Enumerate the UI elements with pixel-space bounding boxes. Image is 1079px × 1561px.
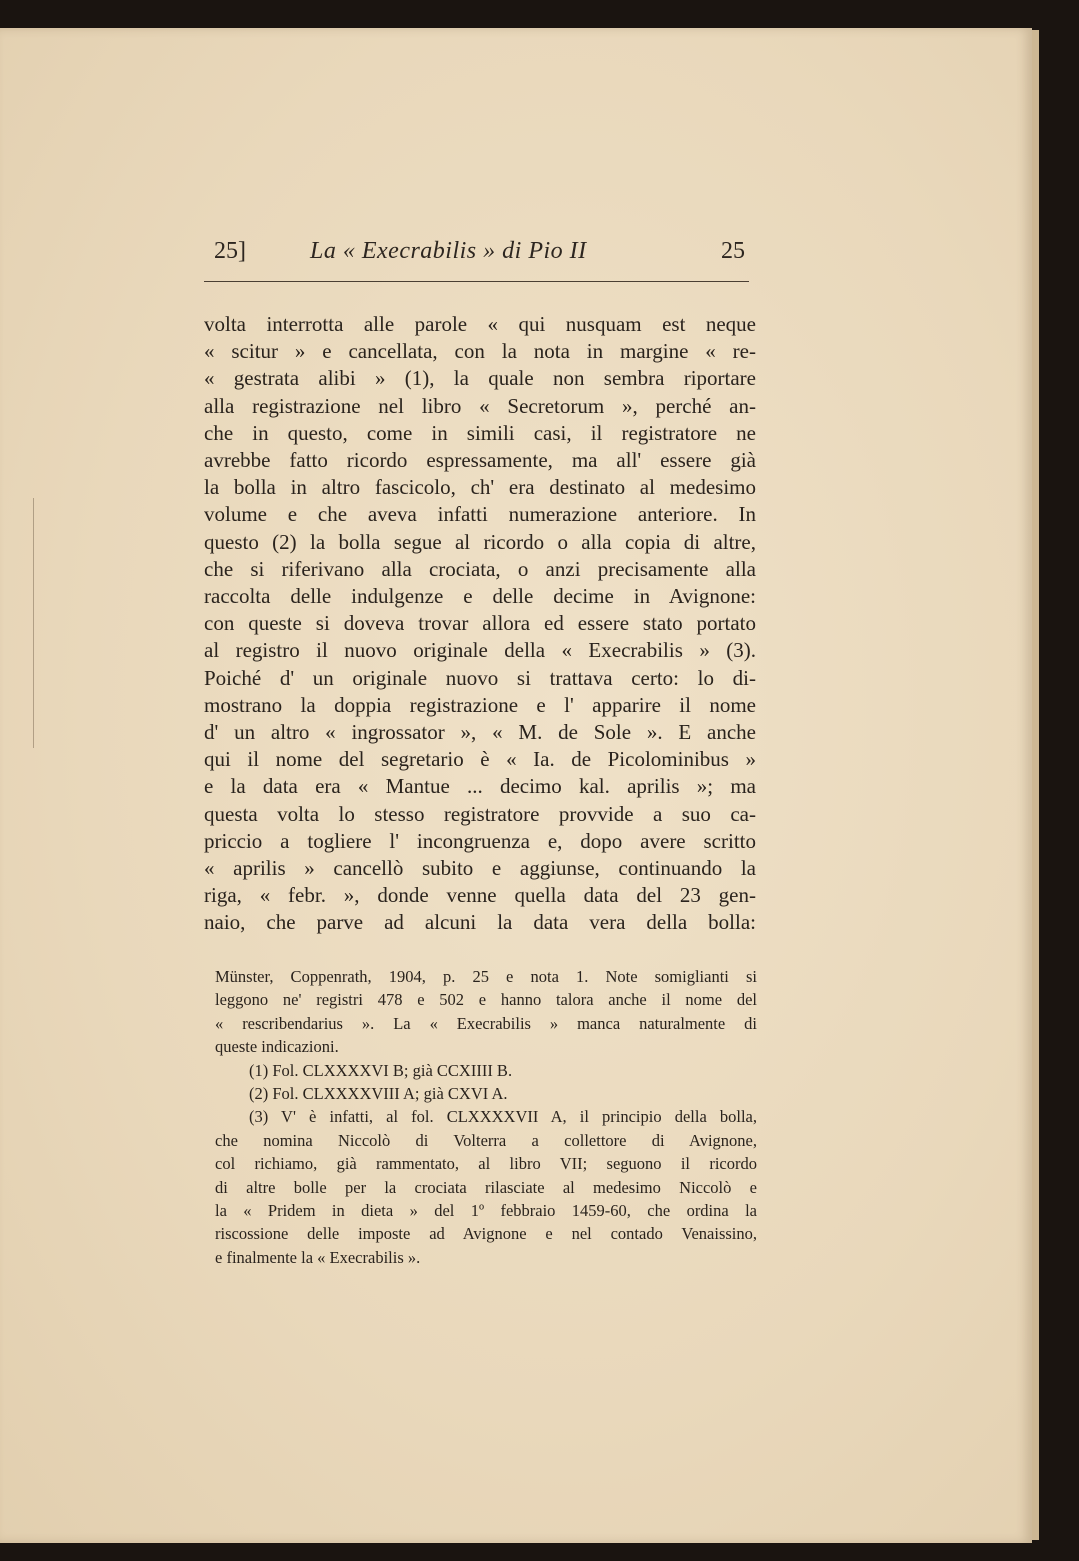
text-line: con queste si doveva trovar allora ed essere stato portato: [204, 611, 756, 636]
text-line: priccio a togliere l' incongruenza e, dopo avere scritto: [204, 828, 756, 853]
footnote-line: col richiamo, già rammentato, al libro VII; seguono il ricordo: [215, 1154, 757, 1174]
gutter-mark: [33, 498, 34, 748]
running-header: [204, 238, 749, 272]
text-line: e la data era « Mantue ... decimo kal. aprilis »; ma: [204, 774, 756, 799]
text-line: la bolla in altro fascicolo, ch' era destinato al medesimo: [204, 475, 756, 500]
text-line: che in questo, come in simili casi, il registratore ne: [204, 420, 756, 445]
text-line: « scitur » e cancellata, con la nota in margine « re-: [204, 339, 756, 364]
footnote-1: (1) Fol. CLXXXXVI B; già CCXIIII B.: [249, 1060, 513, 1080]
footnote-line: Münster, Coppenrath, 1904, p. 25 e nota 1. Note somiglianti si: [215, 967, 757, 986]
text-line: al registro il nuovo originale della « Execrabilis » (3).: [204, 638, 756, 663]
text-line: alla registrazione nel libro « Secretorum », perché an-: [204, 393, 756, 418]
text-line: qui il nome del segretario è « Ia. de Picolominibus »: [204, 747, 756, 772]
page-edge: [1032, 30, 1039, 1540]
footnote-2: (2) Fol. CLXXXXVIII A; già CXVI A.: [249, 1084, 508, 1104]
footnote-line: la « Pridem in dieta » del 1º febbraio 1459-60, che ordina la: [215, 1201, 757, 1221]
text-line: naio, che parve ad alcuni la data vera della bolla:: [204, 910, 756, 935]
text-line: raccolta delle indulgenze e delle decime in Avignone:: [204, 584, 756, 609]
text-line: Poiché d' un originale nuovo si trattava certo: lo di-: [204, 665, 756, 690]
footnote-line: leggono ne' registri 478 e 502 e hanno talora anche il nome del: [215, 990, 757, 1010]
text-line: questo (2) la bolla segue al ricordo o alla copia di altre,: [204, 529, 756, 554]
text-line: d' un altro « ingrossator », « M. de Sole ». E anche: [204, 720, 756, 745]
footnote-line: di altre bolle per la crociata rilasciate al medesimo Niccolò e: [215, 1177, 757, 1197]
text-line: avrebbe fatto ricordo espressamente, ma all' essere già: [204, 448, 756, 473]
text-line: volume e che aveva infatti numerazione anteriore. In: [204, 502, 756, 527]
page-number-right: 25: [721, 238, 745, 264]
footnote-line: riscossione delle imposte ad Avignone e nel contado Venaissino,: [215, 1224, 757, 1244]
text-line: che si riferivano alla crociata, o anzi precisamente alla: [204, 556, 756, 581]
text-line: mostrano la doppia registrazione e l' apparire il nome: [204, 692, 756, 717]
footnote-line: e finalmente la « Execrabilis ».: [215, 1247, 421, 1267]
text-line: volta interrotta alle parole « qui nusquam est neque: [204, 312, 756, 336]
footnote-line: « rescribendarius ». La « Execrabilis » manca naturalmente di: [215, 1013, 757, 1033]
footnote-3: (3) V' è infatti, al fol. CLXXXXVII A, il principio della bolla,: [249, 1107, 757, 1127]
running-title: La « Execrabilis » di Pio II: [310, 238, 587, 264]
main-text: [204, 311, 756, 937]
footnote-line: queste indicazioni.: [215, 1037, 339, 1057]
text-line: « gestrata alibi » (1), la quale non sembra riportare: [204, 366, 756, 391]
text-line: « aprilis » cancellò subito e aggiunse, continuando la: [204, 856, 756, 881]
page-number-left: 25]: [214, 238, 246, 264]
text-line: riga, « febr. », donde venne quella data del 23 gen-: [204, 883, 756, 908]
page: [0, 28, 1032, 1543]
header-rule: [204, 281, 749, 282]
text-line: questa volta lo stesso registratore provvide a suo ca-: [204, 801, 756, 826]
footnote-line: che nomina Niccolò di Volterra a collettore di Avignone,: [215, 1130, 757, 1150]
footnotes: [215, 965, 757, 1269]
